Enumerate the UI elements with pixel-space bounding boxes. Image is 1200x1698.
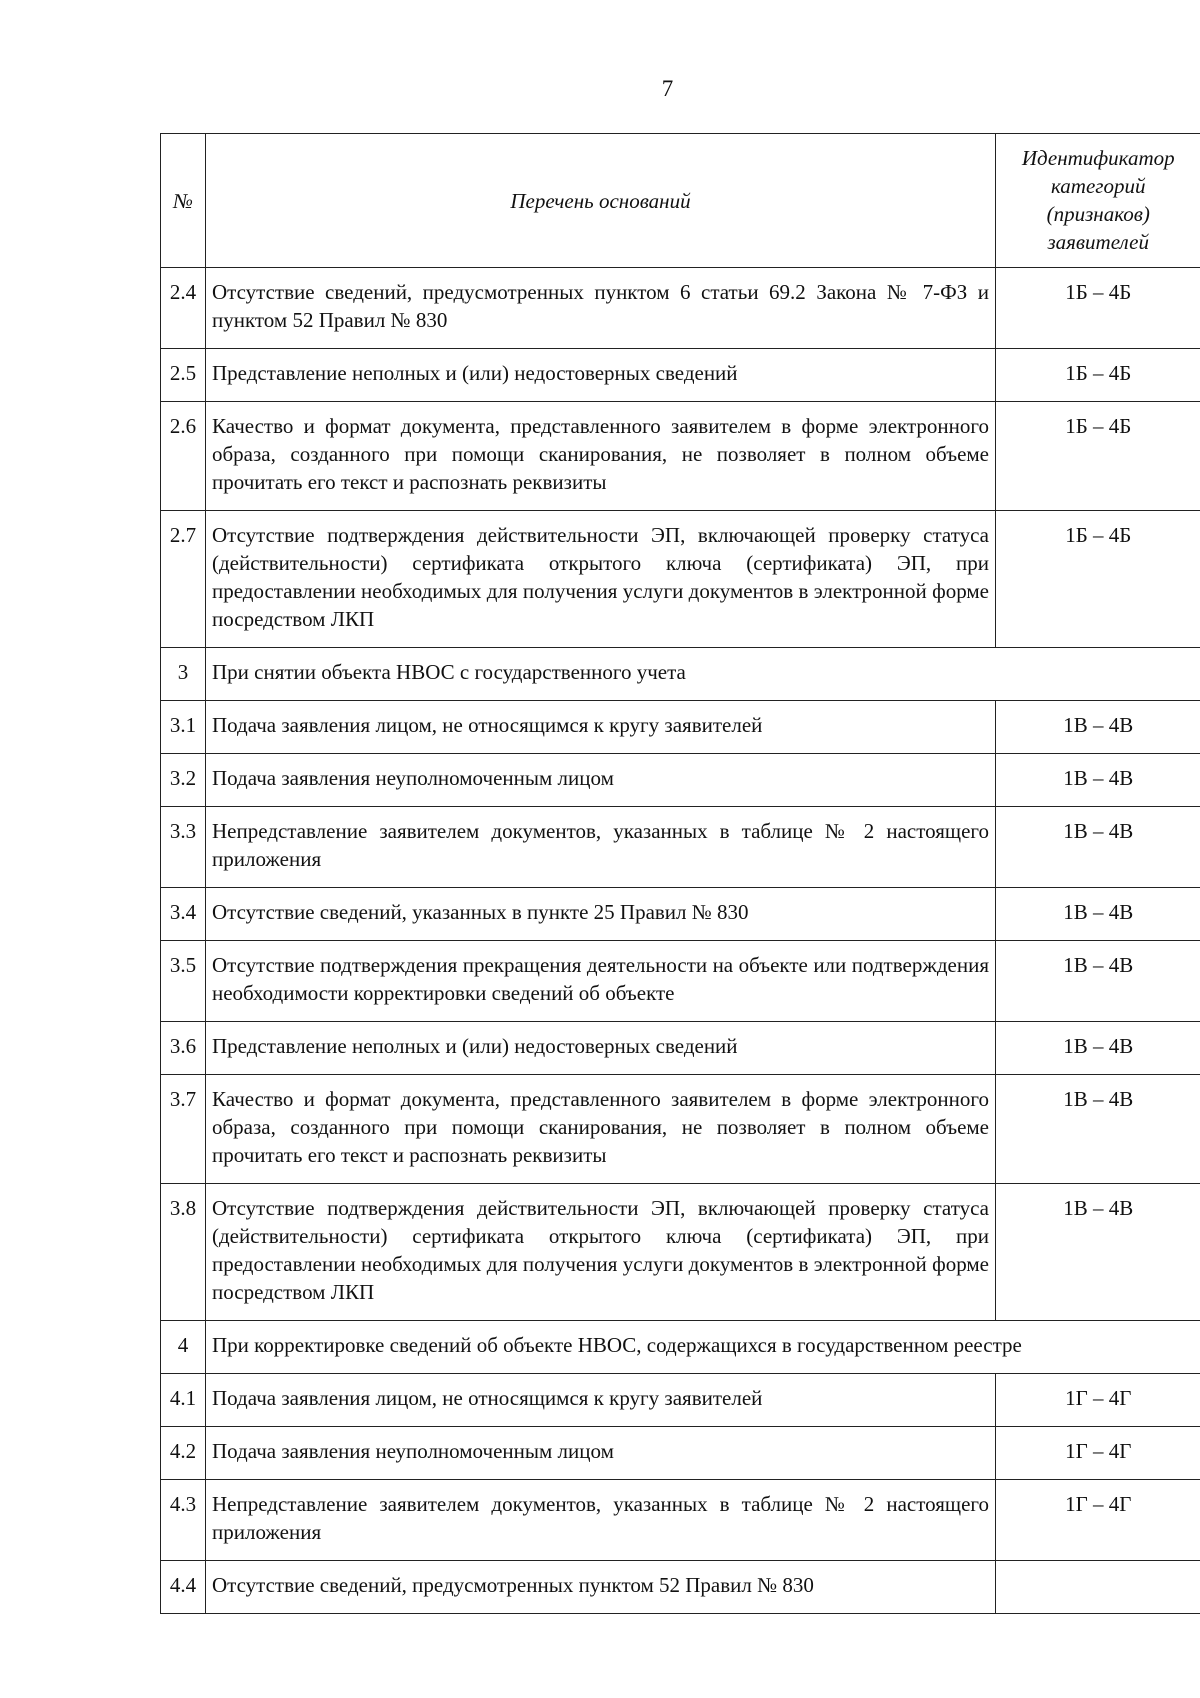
row-ground-text: Качество и формат документа, представленного заявителем в форме электронного образа, созданного при помощи сканирования, не позволяет в полном объеме прочитать его текст и распознать реквизиты — [206, 402, 996, 511]
table-section-row — [161, 1321, 1200, 1374]
row-ground-text: Качество и формат документа, представленного заявителем в форме электронного образа, созданного при помощи сканирования, не позволяет в полном объеме прочитать его текст и распознать реквизиты — [206, 1075, 996, 1184]
section-title: При снятии объекта НВОС с государственного учета — [206, 648, 1200, 701]
table-row — [161, 754, 1200, 807]
row-ground-text: Отсутствие сведений, предусмотренных пунктом 52 Правил № 830 — [206, 1561, 996, 1614]
table-row — [161, 941, 1200, 1022]
row-number: 3.4 — [161, 888, 206, 941]
row-category-code: 1В – 4В — [996, 888, 1200, 941]
section-title: При корректировке сведений об объекте НВОС, содержащихся в государственном реестре — [206, 1321, 1200, 1374]
row-ground-text: Непредставление заявителем документов, указанных в таблице № 2 настоящего приложения — [206, 1480, 996, 1561]
row-number: 2.4 — [161, 268, 206, 349]
row-number: 3.1 — [161, 701, 206, 754]
table-row — [161, 1184, 1200, 1321]
row-number: 4.2 — [161, 1427, 206, 1480]
table-row — [161, 1022, 1200, 1075]
header-number: № — [161, 134, 206, 268]
grounds-table — [160, 133, 1200, 1614]
row-category-code: 1Г – 4Г — [996, 1374, 1200, 1427]
row-category-code: 1В – 4В — [996, 807, 1200, 888]
table-section-row — [161, 648, 1200, 701]
row-ground-text: Непредставление заявителем документов, указанных в таблице № 2 настоящего приложения — [206, 807, 996, 888]
section-number: 3 — [161, 648, 206, 701]
row-category-code: 1Г – 4Г — [996, 1427, 1200, 1480]
table-row — [161, 1374, 1200, 1427]
table-row — [161, 1075, 1200, 1184]
row-number: 3.7 — [161, 1075, 206, 1184]
header-code-line: заявителей — [1047, 230, 1150, 254]
table-row — [161, 1480, 1200, 1561]
row-category-code: 1В – 4В — [996, 1075, 1200, 1184]
page-number: 7 — [661, 76, 674, 101]
row-category-code: 1В – 4В — [996, 941, 1200, 1022]
table-row — [161, 1427, 1200, 1480]
row-number: 3.2 — [161, 754, 206, 807]
table-row — [161, 888, 1200, 941]
table-row — [161, 349, 1200, 402]
row-number: 4.1 — [161, 1374, 206, 1427]
row-number: 4.3 — [161, 1480, 206, 1561]
row-category-code: 1В – 4В — [996, 701, 1200, 754]
row-category-code: 1Г – 4Г — [996, 1480, 1200, 1561]
row-number: 3.6 — [161, 1022, 206, 1075]
row-number: 3.3 — [161, 807, 206, 888]
row-ground-text: Отсутствие сведений, указанных в пункте 25 Правил № 830 — [206, 888, 996, 941]
header-code-line: (признаков) — [1046, 202, 1150, 226]
row-category-code: 1Б – 4Б — [996, 402, 1200, 511]
row-number: 2.5 — [161, 349, 206, 402]
row-category-code: 1Б – 4Б — [996, 349, 1200, 402]
row-ground-text: Отсутствие подтверждения действительности ЭП, включающей проверку статуса (действительности) сертификата открытого ключа (сертификата) ЭП, при предоставлении необходимых для получения услуги документов в электронной форме посредством ЛКП — [206, 1184, 996, 1321]
row-number: 2.6 — [161, 402, 206, 511]
header-code-line: категорий — [1051, 174, 1146, 198]
header-code-line: Идентификатор — [1021, 146, 1175, 170]
row-ground-text: Подача заявления лицом, не относящимся к кругу заявителей — [206, 701, 996, 754]
row-ground-text: Отсутствие сведений, предусмотренных пунктом 6 статьи 69.2 Закона № 7-ФЗ и пунктом 52 Правил № 830 — [206, 268, 996, 349]
header-grounds-list: Перечень оснований — [206, 134, 996, 268]
table-row — [161, 268, 1200, 349]
section-number: 4 — [161, 1321, 206, 1374]
row-category-code: 1В – 4В — [996, 1022, 1200, 1075]
row-number: 2.7 — [161, 511, 206, 648]
row-ground-text: Подача заявления неуполномоченным лицом — [206, 1427, 996, 1480]
table-row — [161, 1561, 1200, 1614]
row-ground-text: Подача заявления лицом, не относящимся к кругу заявителей — [206, 1374, 996, 1427]
row-category-code: 1Б – 4Б — [996, 268, 1200, 349]
row-ground-text: Отсутствие подтверждения прекращения деятельности на объекте или подтверждения необходимости корректировки сведений об объекте — [206, 941, 996, 1022]
row-category-code — [996, 1561, 1200, 1614]
table-row — [161, 511, 1200, 648]
row-category-code: 1В – 4В — [996, 1184, 1200, 1321]
table-row — [161, 807, 1200, 888]
row-category-code: 1В – 4В — [996, 754, 1200, 807]
header-category-identifier — [996, 134, 1200, 268]
table-header-row — [161, 134, 1200, 268]
table-row — [161, 402, 1200, 511]
row-ground-text: Представление неполных и (или) недостоверных сведений — [206, 1022, 996, 1075]
row-number: 3.5 — [161, 941, 206, 1022]
table-row — [161, 701, 1200, 754]
row-ground-text: Представление неполных и (или) недостоверных сведений — [206, 349, 996, 402]
row-ground-text: Подача заявления неуполномоченным лицом — [206, 754, 996, 807]
row-category-code: 1Б – 4Б — [996, 511, 1200, 648]
row-number: 3.8 — [161, 1184, 206, 1321]
row-number: 4.4 — [161, 1561, 206, 1614]
row-ground-text: Отсутствие подтверждения действительности ЭП, включающей проверку статуса (действительности) сертификата открытого ключа (сертификата) ЭП, при предоставлении необходимых для получения услуги документов в электронной форме посредством ЛКП — [206, 511, 996, 648]
